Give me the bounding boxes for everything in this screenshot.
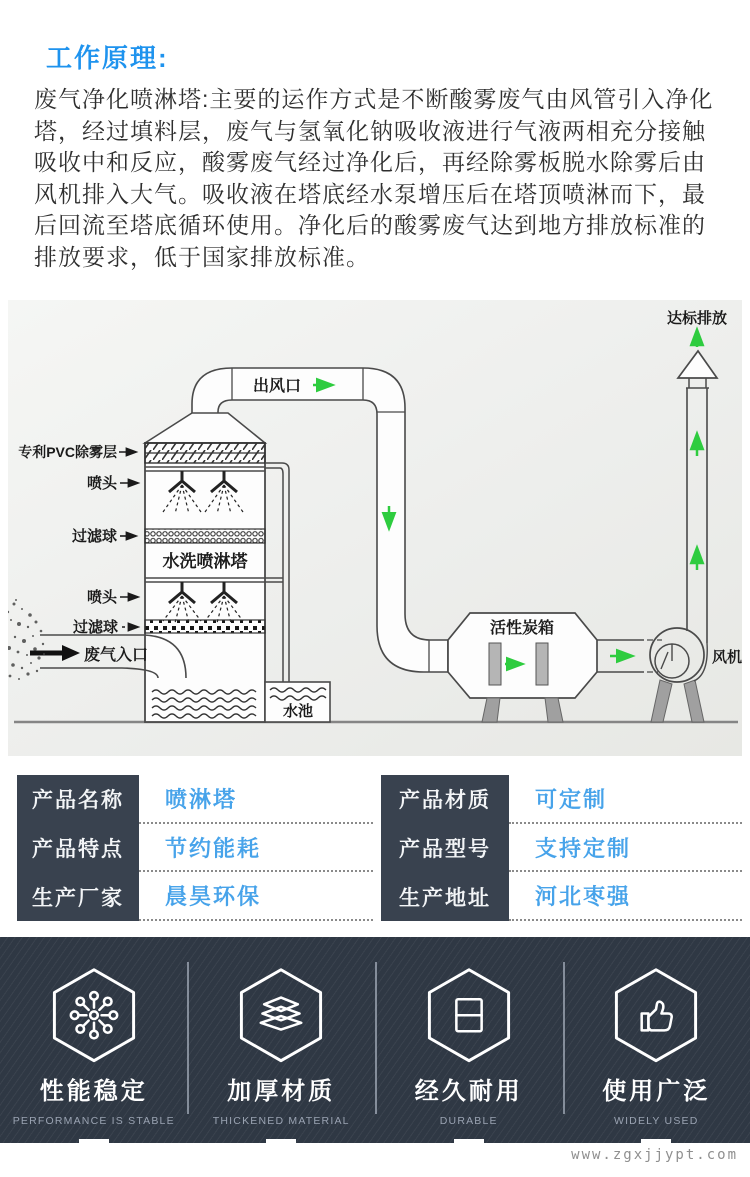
feature-divider	[563, 962, 565, 1114]
spec-value: 河北枣强	[509, 872, 742, 921]
spec-label: 产品型号	[399, 838, 491, 861]
carbon-box-label: 活性炭箱	[489, 620, 555, 637]
box-icon	[410, 963, 528, 1067]
outlet-label: 出风口	[252, 378, 302, 395]
tower-name-label: 水洗喷淋塔	[162, 552, 248, 571]
recirculation-pipe	[265, 468, 283, 682]
filter-ball-band-1	[145, 529, 265, 543]
feature-title: 经久耐用	[414, 1078, 523, 1106]
feature-underline	[266, 1139, 296, 1143]
feature-durable	[375, 937, 563, 1143]
website-url: www.zgxjjypt.com	[571, 1147, 738, 1163]
feature-subtitle: THICKENED MATERIAL	[212, 1115, 350, 1128]
feature-underline	[454, 1139, 484, 1143]
page-title: 工作原理:	[46, 43, 169, 73]
inlet-label: 废气入口	[84, 647, 149, 664]
fan-leg	[651, 680, 672, 722]
spec-label: 产品名称	[32, 789, 124, 813]
emission-label: 达标排放	[666, 310, 728, 327]
spec-value: 支持定制	[509, 824, 742, 873]
snowflake-icon	[35, 963, 153, 1067]
tower-hood	[145, 413, 265, 443]
feature-underline	[641, 1139, 671, 1143]
feature-divider	[187, 962, 189, 1114]
spray-tower-diagram	[8, 300, 742, 756]
nozzle-label-2: 喷头	[86, 589, 117, 606]
callout-arrows	[119, 452, 138, 627]
filter-ball-label-1: 过滤球	[71, 528, 117, 545]
chimney-cap	[678, 351, 717, 378]
pool-label: 水池	[282, 703, 314, 720]
spec-label-column	[381, 775, 509, 921]
process-diagram	[8, 300, 742, 756]
carbon-filter-plate	[489, 643, 501, 685]
feature-underline	[79, 1139, 109, 1143]
feature-subtitle: WIDELY USED	[613, 1115, 699, 1128]
feature-widely-used	[563, 937, 750, 1143]
spec-label: 生产厂家	[32, 886, 124, 910]
feature-title: 加厚材质	[227, 1078, 336, 1106]
feature-stable	[0, 937, 188, 1143]
spec-value: 喷淋塔	[139, 775, 373, 824]
carbon-box-leg	[545, 698, 563, 722]
spec-value-column	[139, 775, 373, 921]
feature-thickened	[188, 937, 376, 1143]
recirculation-pipe	[265, 463, 289, 682]
spec-table-left	[17, 775, 373, 921]
fume-specks	[8, 599, 45, 680]
feature-title: 性能稳定	[39, 1078, 148, 1106]
fan	[650, 628, 704, 682]
feature-subtitle: PERFORMANCE IS STABLE	[12, 1115, 175, 1128]
layers-icon	[222, 963, 340, 1067]
fan-leg	[684, 680, 704, 722]
nozzle-label-1: 喷头	[86, 475, 117, 492]
carbon-box-leg	[482, 698, 500, 722]
spec-value-column	[509, 775, 742, 921]
fan-label: 风机	[711, 649, 742, 666]
feature-subtitle: DURABLE	[439, 1115, 498, 1128]
filter-ball-label-2: 过滤球	[72, 619, 118, 636]
spec-value: 可定制	[509, 775, 742, 824]
spec-label: 产品特点	[32, 838, 124, 861]
spec-label: 生产地址	[399, 886, 491, 910]
spec-label: 产品材质	[399, 789, 491, 813]
feature-title: 使用广泛	[602, 1078, 711, 1106]
spec-table-right	[381, 775, 742, 921]
inlet-arrow-head	[62, 645, 80, 661]
spec-label-column	[17, 775, 139, 921]
filter-ball-band-2	[145, 620, 265, 633]
working-principle-paragraph: 废气净化喷淋塔:主要的运作方式是不断酸雾废气由风管引入净化塔，经过填料层，废气与氢氧化钠吸收液进行气液两相充分接触吸收中和反应，酸雾废气经过净化后，再经除雾板脱水除雾后由风机排入大气。吸收液在塔底经水泵增压后在塔顶喷淋而下，最后回流至塔底循环使用。净化后的酸雾废气达到地方排放标准的排放要求，低于国家排放标准。	[34, 86, 714, 270]
thumbs-up-icon	[597, 963, 715, 1067]
demister-label: 专利PVC除雾层	[18, 444, 117, 460]
feature-divider	[375, 962, 377, 1114]
spec-value: 晨昊环保	[139, 872, 373, 921]
carbon-filter-plate	[536, 643, 548, 685]
spec-value: 节约能耗	[139, 824, 373, 873]
chimney	[686, 378, 709, 681]
